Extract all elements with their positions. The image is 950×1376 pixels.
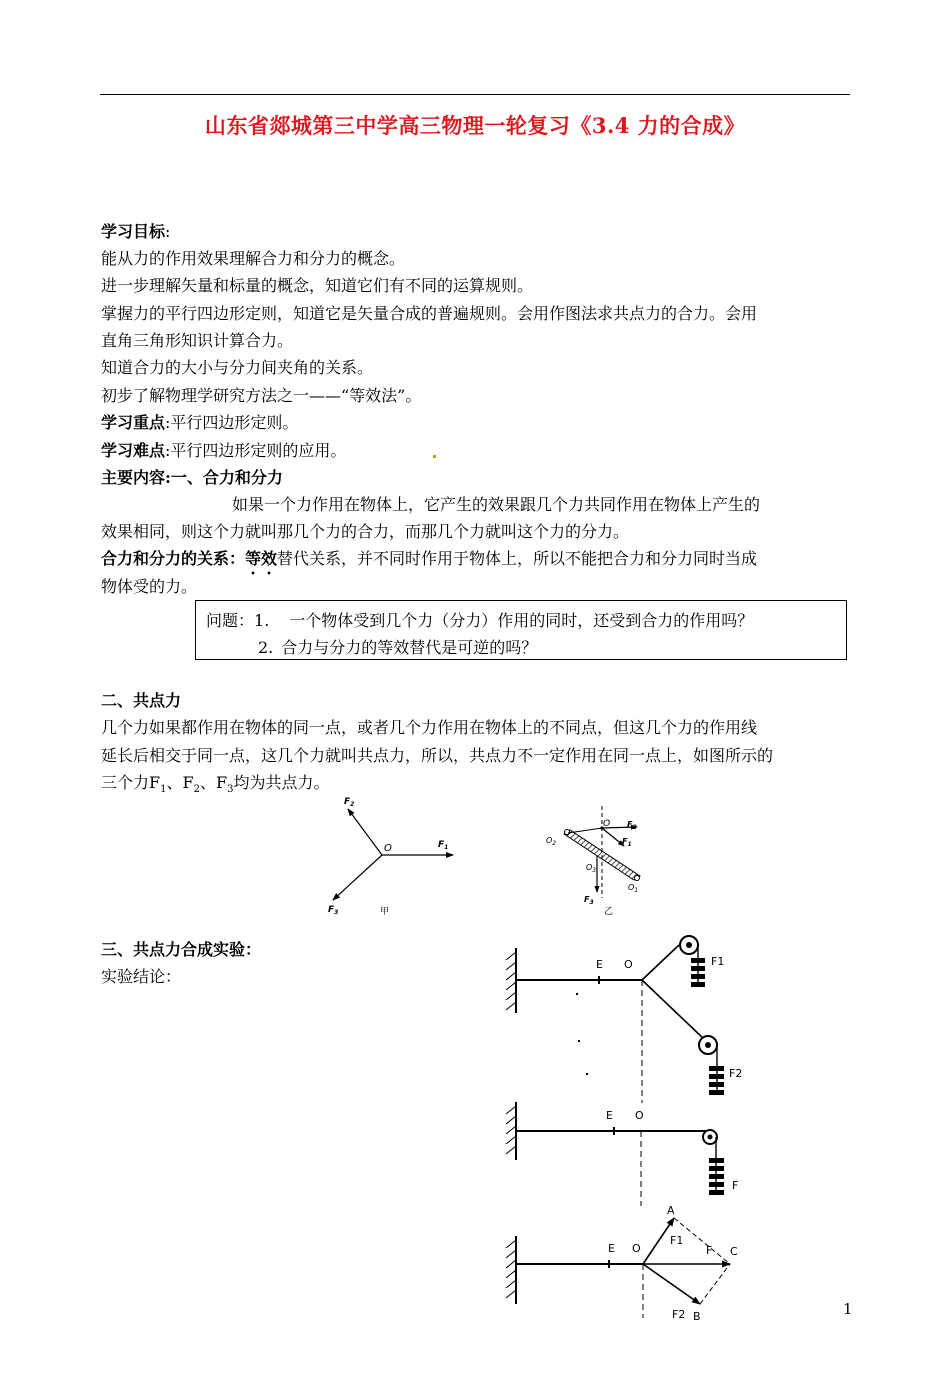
page-title: 山东省郯城第三中学高三物理一轮复习《3.4 力的合成》 [204, 113, 746, 138]
experiment-figure-1 [496, 928, 766, 1108]
f3-label: $F_3$ [584, 895, 594, 906]
figure-jia [320, 792, 470, 917]
question-box [195, 600, 847, 660]
objective-item: 初步了解物理学研究方法之一——“等效法”。 [101, 386, 422, 405]
key-point: 学习重点:平行四边形定则。 [101, 413, 299, 432]
f3-label: $F_3$ [328, 905, 339, 916]
label-o: O [635, 1109, 644, 1122]
f2-label: $F_2$ [344, 797, 355, 808]
label-f1: F1 [670, 1234, 684, 1247]
label-f: F [732, 1179, 739, 1192]
pivot-o2 [565, 830, 570, 835]
objective-item: 能从力的作用效果理解合力和分力的概念。 [101, 249, 406, 268]
label-o: O [624, 958, 633, 971]
o2-label: $O_2$ [546, 836, 557, 847]
para1-line2: 效果相同，则这个力就叫那几个力的合力，而那几个力就叫这个力的分力。 [101, 522, 630, 541]
header-rule [100, 94, 850, 95]
pivot-o1 [635, 876, 640, 881]
label-b: B [693, 1310, 701, 1323]
label-a: A [667, 1204, 675, 1217]
label-e: E [608, 1242, 615, 1255]
wall [506, 1102, 516, 1160]
section2-line1: 几个力如果都作用在物体的同一点，或者几个力作用在物体上的不同点，但这几个力的作用线 [101, 718, 758, 737]
para1-line1: 如果一个力作用在物体上，它产生的效果跟几个力共同作用在物体上产生的 [232, 495, 761, 514]
experiment-figure-3 [496, 1200, 766, 1326]
section2-line3: 三个力$F_1$、$F_2$、$F_3$均为共点力。 [101, 773, 330, 796]
figure-yi [540, 806, 655, 921]
f1-label: $F_1$ [622, 837, 632, 848]
label-e: E [606, 1109, 613, 1122]
force-f3-arrow [333, 855, 382, 900]
caption-jia: 甲 [380, 907, 390, 917]
label-f1: F1 [711, 955, 725, 968]
wall [506, 1236, 516, 1304]
experiment-figure-2 [496, 1096, 766, 1208]
label-f2: F2 [729, 1067, 743, 1080]
label-f: F [706, 1244, 713, 1257]
label-f2: F2 [672, 1308, 686, 1321]
question-1: 问题：1. 一个物体受到几个力（分力）作用的同时，还受到合力的作用吗？ [206, 611, 754, 630]
page-number: 1 [843, 1300, 853, 1318]
section2-line2: 延长后相交于同一点，这几个力就叫共点力，所以，共点力不一定作用在同一点上，如图所示的 [101, 746, 774, 765]
section3-title: 三、共点力合成实验： [101, 940, 262, 959]
string-2 [642, 980, 705, 1040]
caption-yi: 乙 [604, 907, 614, 917]
point-o-label: O [384, 843, 392, 854]
label-c: C [730, 1245, 738, 1258]
objective-item: 知道合力的大小与分力间夹角的关系。 [101, 358, 374, 377]
question-2: 2. 合力与分力的等效替代是可逆的吗？ [258, 638, 538, 657]
relation-line2: 物体受的力。 [101, 577, 198, 596]
force-f1-arrow [602, 828, 624, 846]
f1-label: $F_1$ [438, 840, 449, 851]
f2-label: $F_2$ [627, 820, 637, 831]
stray-mark [433, 455, 436, 458]
section2-title: 二、共点力 [101, 691, 182, 710]
objectives-heading: 学习目标: [101, 222, 171, 241]
o1-label: $O_1$ [628, 883, 639, 894]
label-o: O [632, 1242, 641, 1255]
label-e: E [596, 958, 603, 971]
objective-item: 掌握力的平行四边形定则，知道它是矢量合成的普遍规则。会用作图法求共点力的合力。会用 [101, 304, 758, 323]
main-content-heading: 主要内容:一、合力和分力 [101, 468, 283, 487]
string-o2 [568, 828, 602, 833]
experiment-conclusion: 实验结论： [101, 967, 182, 986]
vector-f2 [643, 1264, 700, 1304]
parallelogram-side-bc [700, 1264, 730, 1304]
o3-label: $O_3$ [586, 863, 597, 874]
wall [506, 948, 516, 1013]
relation-line1: 合力和分力的关系：等效替代关系，并不同时作用于物体上，所以不能把合力和分力同时当成 [101, 549, 758, 568]
force-f2-arrow [348, 809, 382, 855]
objective-item: 直角三角形知识计算合力。 [101, 331, 294, 350]
difficulty: 学习难点:平行四边形定则的应用。 [101, 441, 347, 460]
objective-item: 进一步理解矢量和标量的概念，知道它们有不同的运算规则。 [101, 276, 534, 295]
string-1 [642, 945, 679, 980]
o-label: O [603, 819, 611, 829]
